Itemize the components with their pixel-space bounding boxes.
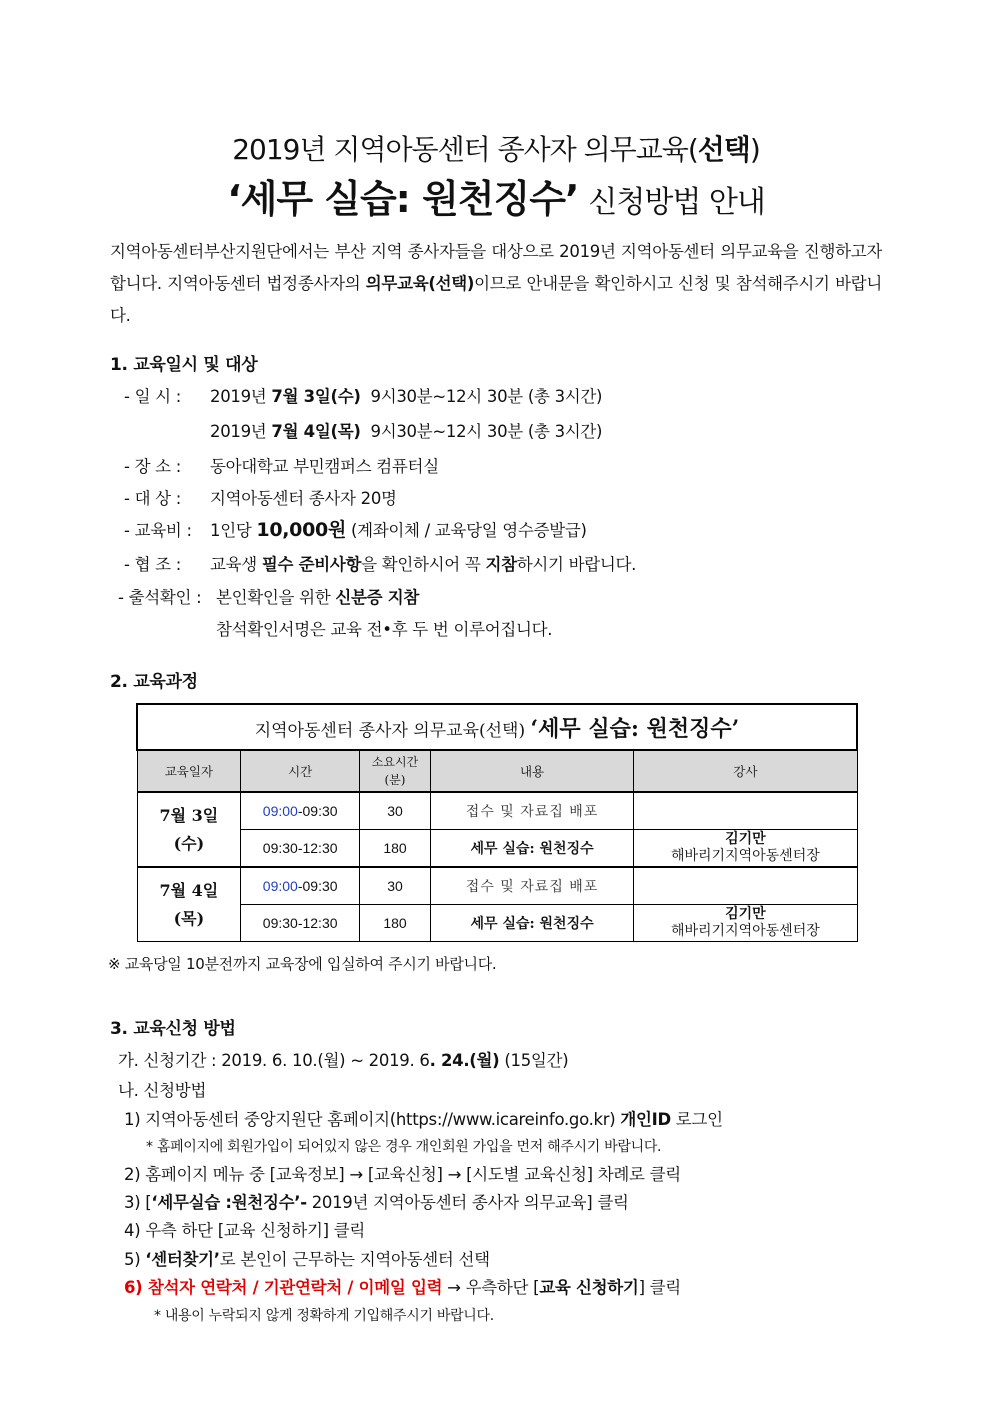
section1-heading: 1. 교육일시 및 대상 (110, 355, 258, 375)
table-row (137, 867, 857, 905)
content-cell: 세무 실습: 원천징수 (430, 905, 633, 942)
header-content: 내용 (430, 750, 633, 792)
document-title-line2: ‘세무 실습: 원천징수’ 신청방법 안내 (227, 177, 765, 221)
step-6: 6) 참석자 연락처 / 기관연락처 / 이메일 입력 → 우측하단 [교육 신청하기] 클릭 (124, 1278, 681, 1297)
date-cell: 7월 3일 (수) (137, 792, 241, 867)
document-title-line1: 2019년 지역아동센터 종사자 의무교육(선택) (232, 133, 760, 166)
time-cell: 09:00-09:30 (241, 867, 360, 905)
step-2: 2) 홈페이지 메뉴 중 [교육정보] → [교육신청] → [시도별 교육신청] 차례로 클릭 (124, 1165, 681, 1184)
instructor-cell: 김기만 해바리기지역아동센터장 (634, 830, 857, 868)
step-1: 1) 지역아동센터 중앙지원단 홈페이지(https://www.icareinfo.go.kr) 개인ID 로그인 (124, 1110, 723, 1129)
step-5: 5) ‘센터찾기’로 본인이 근무하는 지역아동센터 선택 (124, 1250, 490, 1269)
section3-heading: 3. 교육신청 방법 (110, 1019, 236, 1039)
step-4: 4) 우측 하단 [교육 신청하기] 클릭 (124, 1221, 366, 1240)
apply-period: 가. 신청기간 : 2019. 6. 10.(월) ~ 2019. 6. 24.(월) (15일간) (118, 1051, 569, 1070)
coop-row: - 협 조 : 교육생 필수 준비사항을 확인하시어 꼭 지참하시기 바랍니다. (124, 555, 637, 574)
table-row (137, 792, 857, 830)
attendance-row: - 출석확인 : 본인확인을 위한 신분증 지참 (118, 588, 420, 607)
minutes-cell: 180 (360, 905, 431, 942)
fee-row: - 교육비 : 1인당 10,000원 (계좌이체 / 교육당일 영수증발급) (124, 519, 587, 541)
date-row-2: 2019년 7월 4일(목) 9시30분~12시 30분 (총 3시간) (210, 422, 603, 441)
step-3: 3) [‘세무실습 :원천징수’- 2019년 지역아동센터 종사자 의무교육] 클릭 (124, 1193, 629, 1212)
instructor-cell (634, 792, 857, 830)
date-cell: 7월 4일 (목) (137, 867, 241, 942)
date-row-1: - 일 시 : 2019년 7월 3일(수) 9시30분~12시 30분 (총 3시간) (124, 387, 603, 406)
intro-paragraph: 지역아동센터부산지원단에서는 부산 지역 종사자들을 대상으로 2019년 지역아동센터 의무교육을 진행하고자 합니다. 지역아동센터 법정종사자의 의무교육(선택)이므로 안내문을 확인하시고 신청 및 참석해주시기 바랍니다. (110, 242, 882, 325)
header-minutes: 소요시간 (분) (360, 750, 431, 792)
table-caption: 지역아동센터 종사자 의무교육(선택) ‘세무 실습: 원천징수’ (137, 704, 857, 750)
instructor-cell (634, 867, 857, 905)
minutes-cell: 30 (360, 792, 431, 830)
target-row: - 대 상 : 지역아동센터 종사자 20명 (124, 489, 397, 508)
minutes-cell: 30 (360, 867, 431, 905)
apply-method-label: 나. 신청방법 (118, 1081, 207, 1100)
content-cell: 접수 및 자료집 배포 (430, 792, 633, 830)
place-row: - 장 소 : 동아대학교 부민캠퍼스 컴퓨터실 (124, 457, 439, 476)
header-instructor: 강사 (634, 750, 857, 792)
table-row (137, 830, 857, 868)
course-table (136, 703, 858, 942)
time-cell: 09:30-12:30 (241, 830, 360, 868)
content-cell: 접수 및 자료집 배포 (430, 867, 633, 905)
time-cell: 09:30-12:30 (241, 905, 360, 942)
step-6-note: * 내용이 누락되지 않게 정확하게 기입해주시기 바랍니다. (154, 1308, 494, 1324)
instructor-cell: 김기만 해바리기지역아동센터장 (634, 905, 857, 942)
minutes-cell: 180 (360, 830, 431, 868)
time-cell: 09:00-09:30 (241, 792, 360, 830)
header-date: 교육일자 (137, 750, 241, 792)
table-row (137, 905, 857, 942)
step-1-note: * 홈페이지에 회원가입이 되어있지 않은 경우 개인회원 가입을 먼저 해주시기 바랍니다. (146, 1139, 662, 1155)
table-header-row (137, 750, 857, 792)
course-title: ‘세무 실습: 원천징수’ (227, 177, 579, 221)
attendance-note: 참석확인서명은 교육 전•후 두 번 이루어집니다. (216, 620, 553, 639)
header-time: 시간 (241, 750, 360, 792)
content-cell: 세무 실습: 원천징수 (430, 830, 633, 868)
table-note: ※ 교육당일 10분전까지 교육장에 입실하여 주시기 바랍니다. (108, 955, 497, 973)
section2-heading: 2. 교육과정 (110, 672, 198, 692)
